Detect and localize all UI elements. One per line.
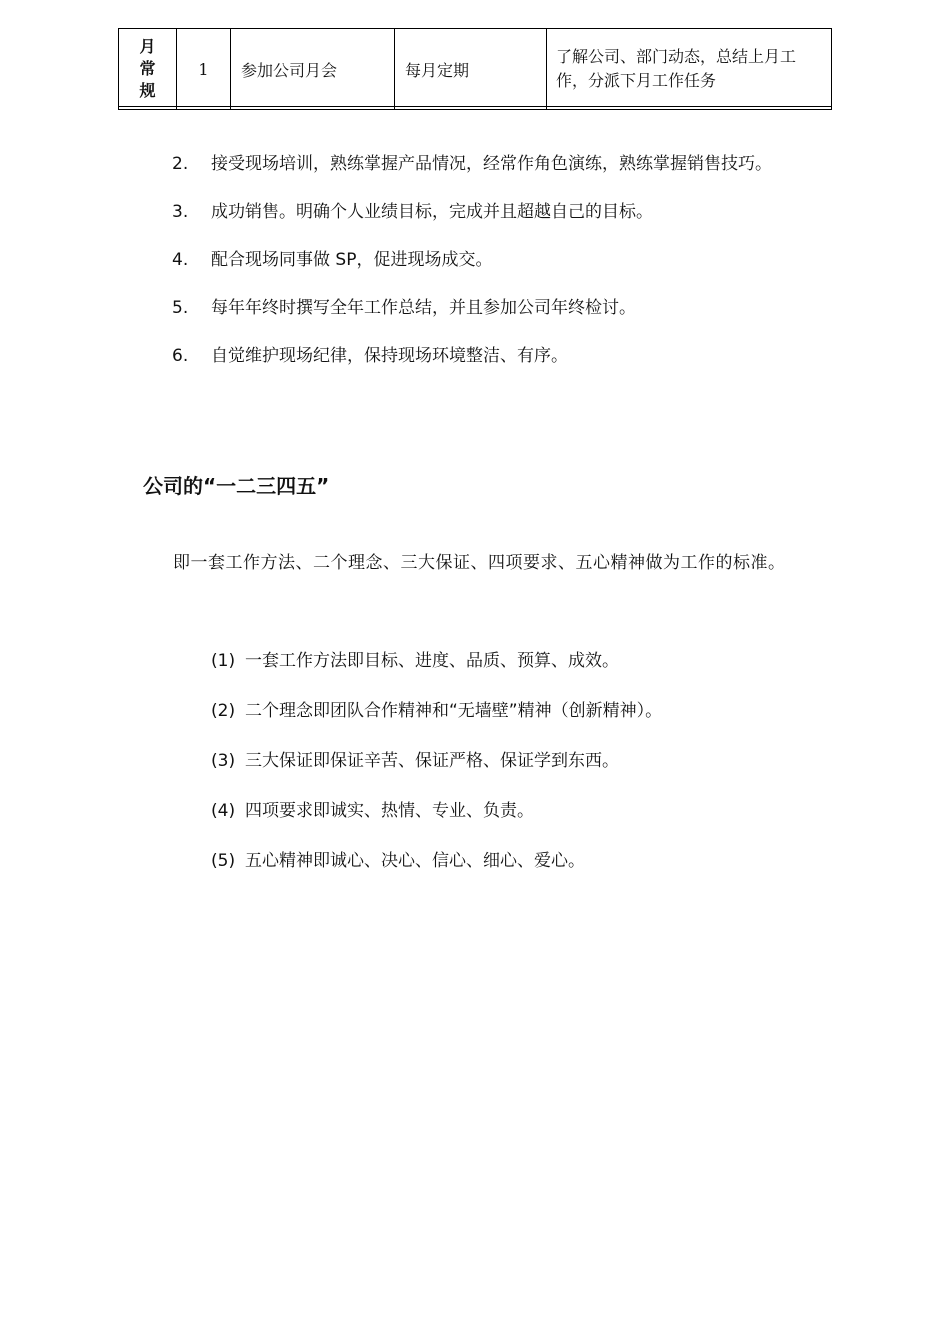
list-text: 自觉维护现场纪律，保持现场环境整洁、有序。 [211,346,568,366]
list-item [172,140,812,188]
list-number: 2. [172,154,189,174]
category-char: 常 [139,59,156,78]
list-text: 配合现场同事做 SP，促进现场成交。 [211,250,493,270]
list-item [211,686,662,736]
list-text: 二个理念即团队合作精神和“无墙壁”精神（创新精神）。 [245,701,663,721]
section-intro: 即一套工作方法、二个理念、三大保证、四项要求、五心精神做为工作的标准。 [173,553,786,573]
item-cell: 参加公司月会 [231,29,395,110]
list-number: 4. [172,250,189,270]
list-number: 6. [172,346,189,366]
table-bottom-rule [118,109,832,110]
frequency-cell: 每月定期 [395,29,547,110]
list-number: (1) [211,651,236,671]
list-number: (4) [211,801,236,821]
list-text: 四项要求即诚实、热情、专业、负责。 [245,801,534,821]
list-text: 五心精神即诚心、决心、信心、细心、爱心。 [245,851,585,871]
list-text: 接受现场培训，熟练掌握产品情况，经常作角色演练，熟练掌握销售技巧。 [211,154,772,174]
row-number-cell: 1 [177,29,231,110]
list-item [172,236,812,284]
list-item [172,188,812,236]
category-char: 月 [139,37,156,56]
list-text: 三大保证即保证辛苦、保证严格、保证学到东西。 [245,751,619,771]
category-char: 规 [139,81,156,100]
list-number: (2) [211,701,236,721]
list-text: 成功销售。明确个人业绩目标，完成并且超越自己的目标。 [211,202,653,222]
list-item [211,636,662,686]
list-text: 一套工作方法即目标、进度、品质、预算、成效。 [245,651,619,671]
principles-list [211,636,662,886]
list-item [172,284,812,332]
list-number: 3. [172,202,189,222]
list-item [211,836,662,886]
monthly-routine-table [118,28,832,110]
table-bottom-rule [118,106,832,107]
table-row [119,29,832,110]
list-number: (5) [211,851,236,871]
list-text: 每年年终时撰写全年工作总结，并且参加公司年终检讨。 [211,298,636,318]
list-item [211,736,662,786]
list-number: (3) [211,751,236,771]
description-cell: 了解公司、部门动态，总结上月工作，分派下月工作任务 [547,29,832,110]
list-item [172,332,812,380]
list-item [211,786,662,836]
category-cell [119,29,177,110]
duties-list [172,140,812,380]
list-number: 5. [172,298,189,318]
section-heading: 公司的“一二三四五” [143,474,330,498]
